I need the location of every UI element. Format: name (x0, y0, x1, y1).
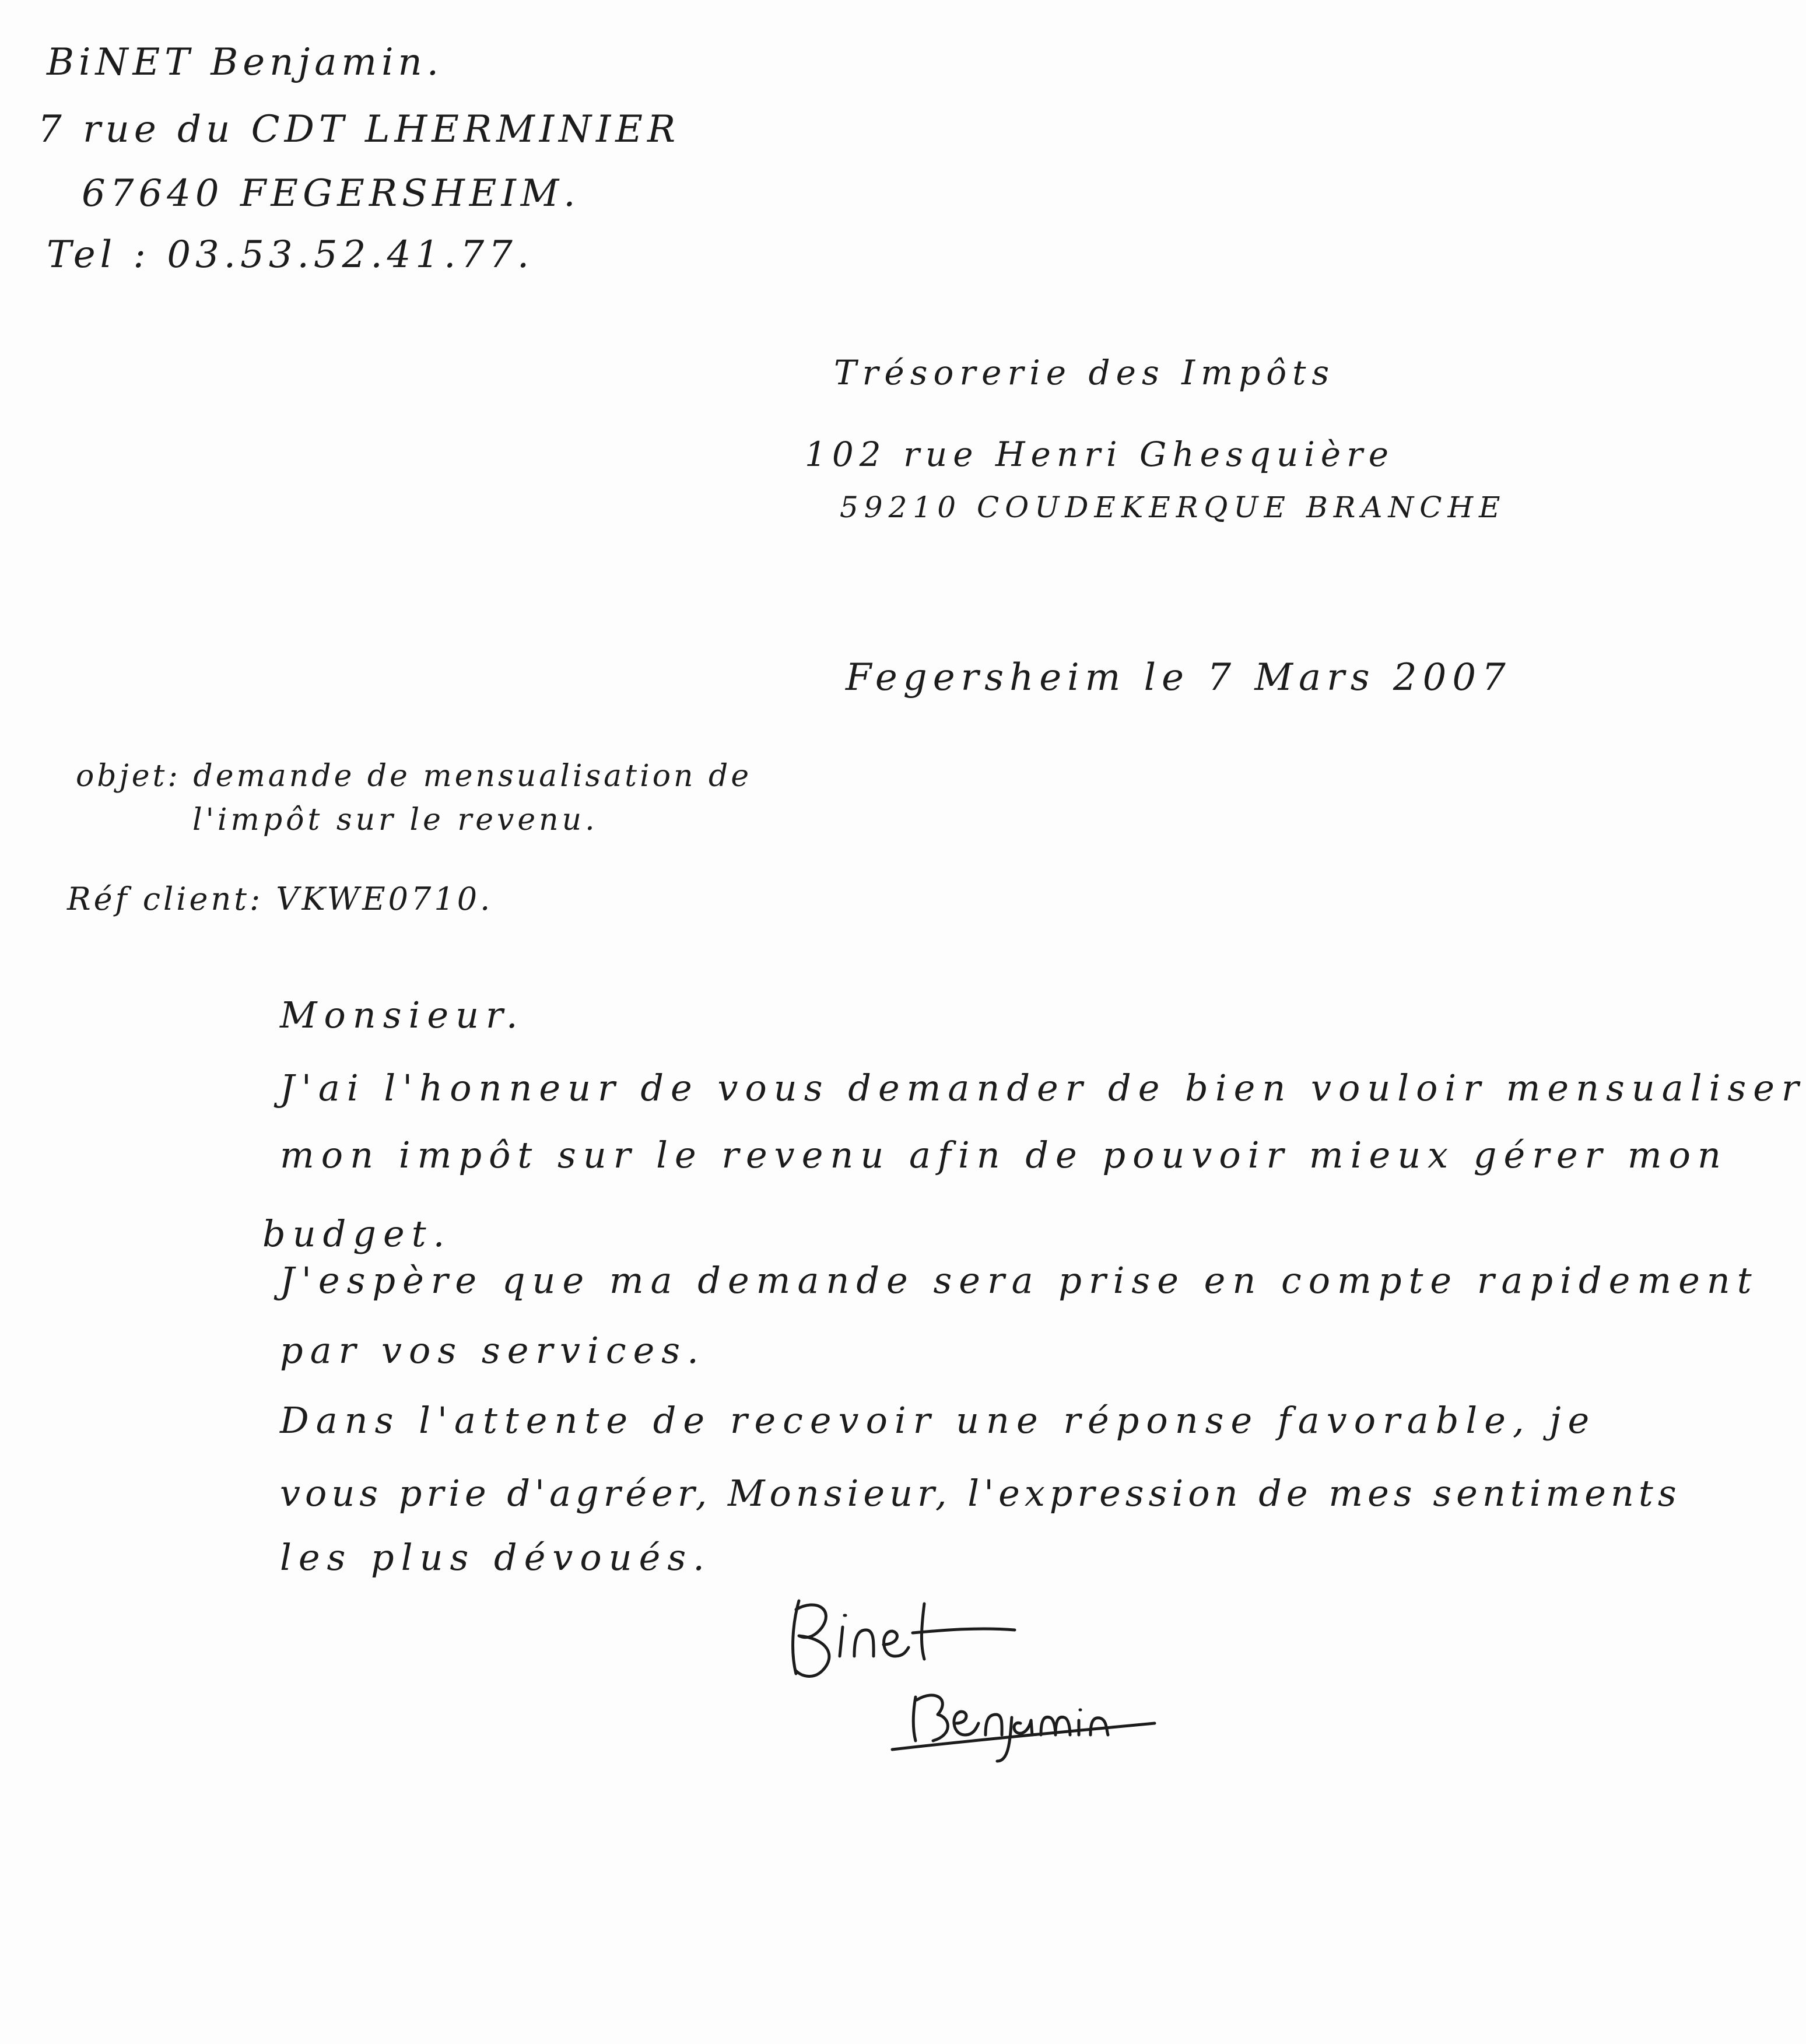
recipient-street: 102 rue Henri Ghesquière (805, 434, 1395, 474)
date-line: Fegersheim le 7 Mars 2007 (846, 656, 1512, 699)
signature (781, 1575, 1190, 1761)
sender-phone: Tel : 03.53.52.41.77. (47, 233, 534, 276)
subject-line-2: l'impôt sur le revenu. (192, 802, 598, 837)
recipient-city: 59210 COUDEKERQUE BRANCHE (840, 490, 1506, 524)
body-line: vous prie d'agréer, Monsieur, l'expression de mes sentiments (280, 1472, 1681, 1514)
body-line: les plus dévoués. (280, 1536, 711, 1579)
body-line: mon impôt sur le revenu afin de pouvoir mieux gérer mon (280, 1134, 1728, 1176)
body-line: J'espère que ma demande sera prise en compte rapidement (280, 1259, 1759, 1302)
salutation: Monsieur. (280, 994, 525, 1036)
sender-city: 67640 FEGERSHEIM. (82, 172, 580, 215)
subject-line-1: objet: demande de mensualisation de (76, 759, 752, 794)
sender-street: 7 rue du CDT LHERMINIER (38, 108, 681, 151)
body-line: Dans l'attente de recevoir une réponse favorable, je (280, 1399, 1597, 1442)
sender-name: BiNET Benjamin. (47, 41, 444, 84)
client-reference: Réf client: VKWE0710. (67, 881, 493, 917)
body-line: budget. (262, 1212, 452, 1255)
body-line: J'ai l'honneur de vous demander de bien vouloir mensualiser (280, 1067, 1806, 1109)
recipient-office: Trésorerie des Impôts (834, 353, 1335, 392)
body-line: par vos services. (280, 1329, 706, 1372)
